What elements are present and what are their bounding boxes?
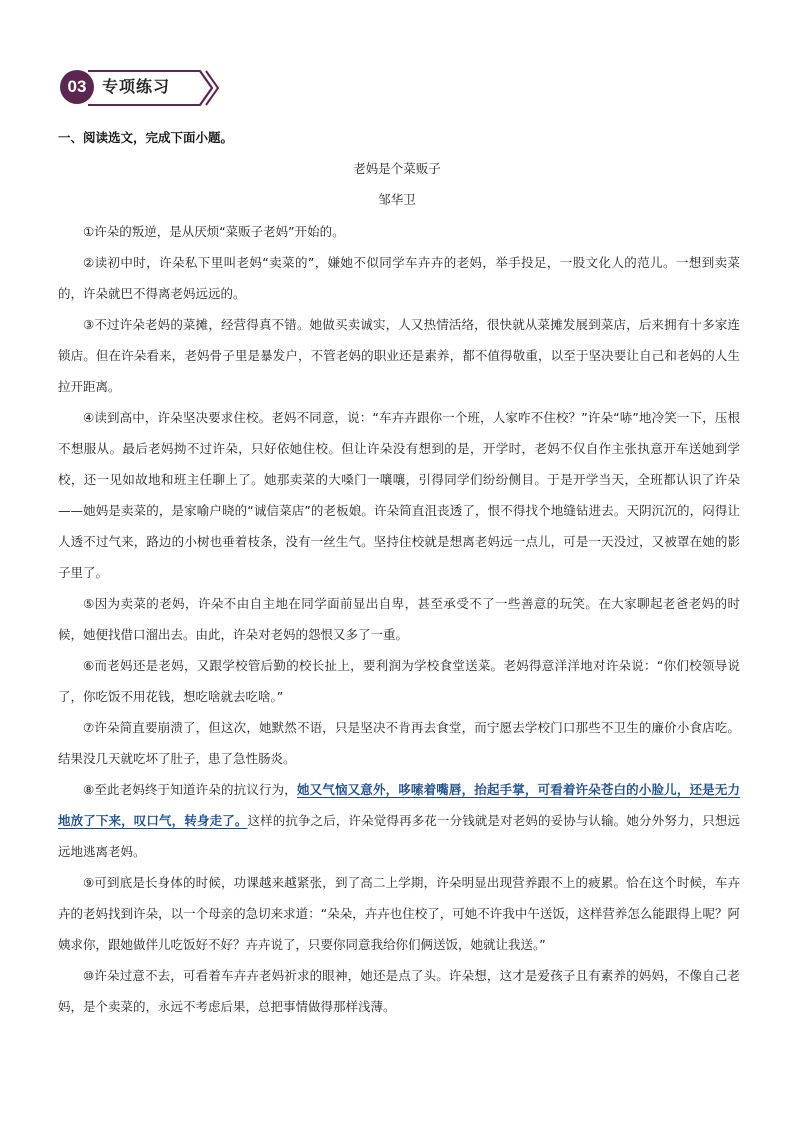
paragraph-8: [58, 774, 740, 867]
section-header: [58, 68, 218, 108]
paragraph: ⑤因为卖菜的老妈，许朵不由自主地在同学面前显出自卑，甚至承受不了一些善意的玩笑。在大家聊起老爸老妈的时候，她便找借口溜出去。由此，许朵对老妈的怨恨又多了一重。: [58, 596, 740, 642]
paragraph: ①许朵的叛逆，是从厌烦“菜贩子老妈”开始的。: [83, 224, 345, 239]
article-body: [58, 216, 740, 1022]
story-title: 老妈是个菜贩子: [353, 161, 441, 176]
paragraph: ④读到高中，许朵坚决要求住校。老妈不同意，说：“车卉卉跟你一个班，人家咋不住校？”许朵“哧”地冷笑一下，压根不想服从。最后老妈拗不过许朵，只好依她住校。但让许朵没有想到的是，开学时，老妈不仅自作主张执意开车送她到学校，还一见如故地和班主任聊上了。她那卖菜的大嗓门一嚷嚷，引得同学们纷纷侧目。于是开学当天，全班都认识了许朵——她妈是卖菜的，是家喻户晓的“诚信菜店”的老板娘。许朵简直沮丧透了，恨不得找个地缝钻进去。天阴沉沉的，闷得让人透不过气来，路边的小树也垂着枝条，没有一丝生气。坚持住校就是想离老妈远一点儿，可是一天没过，又被罩在她的影子里了。: [58, 410, 740, 580]
paragraph: ⑥而老妈还是老妈，又跟学校管后勤的校长扯上，要利润为学校食堂送菜。老妈得意洋洋地对许朵说：“你们校领导说了，你吃饭不用花钱，想吃啥就去吃啥。”: [58, 658, 740, 704]
section-tag: [88, 70, 220, 104]
question-heading: 一、阅读选文，完成下面小题。: [58, 130, 234, 145]
story-author: 邹华卫: [378, 192, 416, 207]
paragraph: ③不过许朵老妈的菜摊，经营得真不错。她做买卖诚实，人又热情活络，很快就从菜摊发展到菜店，后来拥有十多家连锁店。但在许朵看来，老妈骨子里是暴发户，不管老妈的职业还是素养，都不值得敬重，以至于坚决要让自己和老妈的人生拉开距离。: [58, 317, 740, 394]
paragraph: ⑦许朵简直要崩溃了，但这次，她默然不语，只是坚决不肯再去食堂，而宁愿去学校门口那些不卫生的廉价小食店吃。结果没几天就吃坏了肚子，患了急性肠炎。: [58, 720, 740, 766]
paragraph: ②读初中时，许朵私下里叫老妈“卖菜的”，嫌她不似同学车卉卉的老妈，举手投足，一股文化人的范儿。一想到卖菜的，许朵就巴不得离老妈远远的。: [58, 255, 740, 301]
section-number-badge: 03: [60, 70, 94, 104]
paragraph-8-intro: ⑧至此老妈终于知道许朵的抗议行为，: [83, 782, 297, 797]
highlighted-sentence: 她又气恼又意外，哆嗦着嘴唇，抬起手掌，可看着许朵苍白的小脸儿，还是无力地放了下来，叹口气，转身走了。: [58, 782, 740, 828]
section-title: 专项练习: [102, 77, 171, 96]
paragraph: ⑨可到底是长身体的时候，功课越来越紧张，到了高二上学期，许朵明显出现营养跟不上的疲累。恰在这个时候，车卉卉的老妈找到许朵，以一个母亲的急切来求道：“朵朵，卉卉也住校了，可她不许我中午送饭，这样营养怎么能跟得上呢？阿姨求你，跟她做伴儿吃饭好不好？卉卉说了，只要你同意我给你们俩送饭，她就让我送。”: [58, 875, 740, 952]
paragraph-8-rest: 这样的抗争之后，许朵觉得再多花一分钱就是对老妈的妥协与认输。她分外努力，只想远远地逃离老妈。: [58, 813, 740, 859]
paragraph: ⑩许朵过意不去，可看着车卉卉老妈祈求的眼神，她还是点了头。许朵想，这才是爱孩子且有素养的妈妈，不像自己老妈，是个卖菜的，永远不考虑后果，总把事情做得那样浅薄。: [58, 968, 740, 1014]
